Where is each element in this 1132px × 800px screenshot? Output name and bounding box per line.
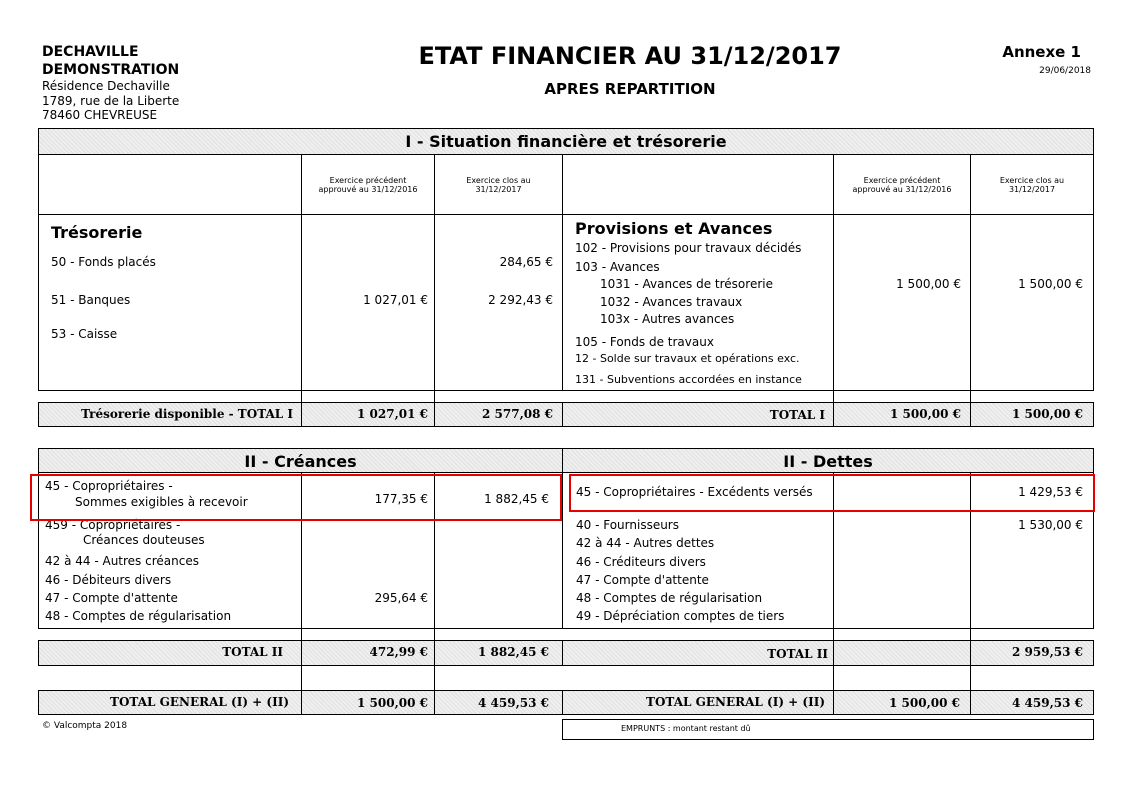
company-address-3: 78460 CHEVREUSE <box>42 108 158 122</box>
provisions-label: 131 - Subventions accordées en instance <box>575 373 802 386</box>
col-prev-header-right: Exercice précédent approuvé au 31/12/2016 <box>852 176 952 194</box>
divider <box>562 640 563 666</box>
tresorerie-label: 51 - Banques <box>51 293 131 307</box>
total-general-left-label: TOTAL GENERAL (I) + (II) <box>110 695 289 709</box>
creance-label: 48 - Comptes de régularisation <box>45 609 232 623</box>
provisions-label: 103x - Autres avances <box>600 312 735 326</box>
divider <box>434 640 435 666</box>
divider <box>970 629 971 640</box>
total2-left-cur: 1 882,45 € <box>478 645 549 659</box>
total1-left-prev: 1 027,01 € <box>357 407 428 421</box>
creance-label: 45 - Copropriétaires - <box>45 479 173 493</box>
creance-cur: 1 882,45 € <box>484 492 549 506</box>
col-prev-header-left: Exercice précédent approuvé au 31/12/2016 <box>318 176 418 194</box>
divider <box>434 690 435 715</box>
copyright: © Valcompta 2018 <box>42 721 128 731</box>
total1-right-prev: 1 500,00 € <box>890 407 961 421</box>
section1-title: I - Situation financière et trésorerie <box>405 132 727 151</box>
highlight-dettes-45 <box>569 474 1095 512</box>
total2-right-label: TOTAL II <box>767 647 828 661</box>
creance-label: Créances douteuses <box>83 533 205 547</box>
creance-label: 459 - Copropriétaires - <box>45 518 181 532</box>
creances-title: II - Créances <box>244 452 357 471</box>
creance-label: 42 à 44 - Autres créances <box>45 554 199 568</box>
dettes-title: II - Dettes <box>783 452 873 471</box>
total2-right-cur: 2 959,53 € <box>1012 645 1083 659</box>
divider <box>434 666 435 690</box>
tresorerie-cur: 284,65 € <box>499 255 553 269</box>
page-title: ETAT FINANCIER AU 31/12/2017 <box>418 42 842 70</box>
creance-prev: 177,35 € <box>374 492 428 506</box>
total1-left-cur: 2 577,08 € <box>482 407 553 421</box>
dette-label: 46 - Créditeurs divers <box>576 555 706 569</box>
company-address-1: Résidence Dechaville <box>42 79 170 93</box>
creance-label: 46 - Débiteurs divers <box>45 573 172 587</box>
dette-label: 49 - Dépréciation comptes de tiers <box>576 609 785 623</box>
tresorerie-heading: Trésorerie <box>51 223 143 242</box>
divider <box>970 666 971 690</box>
total-general-right-prev: 1 500,00 € <box>889 696 960 710</box>
annexe-label: Annexe 1 <box>1002 43 1081 61</box>
divider <box>301 629 302 640</box>
total1-left-label: Trésorerie disponible - TOTAL I <box>81 407 293 421</box>
company-name-1: DECHAVILLE <box>42 44 139 60</box>
section1-title-bar <box>38 128 1094 155</box>
divider <box>562 402 563 427</box>
divider <box>970 391 971 402</box>
divider <box>38 214 1094 215</box>
col-cur-header-right: Exercice clos au 31/12/2017 <box>999 176 1065 194</box>
dette-label: 45 - Copropriétaires - Excédents versés <box>576 485 813 499</box>
divider <box>562 154 563 391</box>
emprunts-label: EMPRUNTS : montant restant dû <box>621 724 751 733</box>
provisions-label: 1031 - Avances de trésorerie <box>600 277 773 291</box>
tresorerie-label: 53 - Caisse <box>51 327 118 341</box>
provisions-heading: Provisions et Avances <box>575 219 773 238</box>
page-subtitle: APRES REPARTITION <box>544 80 716 98</box>
total2-left-prev: 472,99 € <box>369 645 428 659</box>
print-date: 29/06/2018 <box>1039 66 1091 76</box>
dette-cur: 1 530,00 € <box>1018 518 1083 532</box>
col-cur-header-left: Exercice clos au 31/12/2017 <box>466 176 531 194</box>
provisions-label: 105 - Fonds de travaux <box>575 335 714 349</box>
dettes-title-bar <box>562 448 1094 473</box>
dette-label: 48 - Comptes de régularisation <box>576 591 763 605</box>
provisions-label: 102 - Provisions pour travaux décidés <box>575 241 802 255</box>
total-general-left-prev: 1 500,00 € <box>357 696 428 710</box>
emprunts-box <box>562 719 1094 740</box>
total1-right-label: TOTAL I <box>769 408 825 422</box>
creance-prev: 295,64 € <box>374 591 428 605</box>
dette-cur: 1 429,53 € <box>1018 485 1083 499</box>
dette-label: 40 - Fournisseurs <box>576 518 679 532</box>
provisions-label: 103 - Avances <box>575 260 660 274</box>
divider <box>301 391 302 402</box>
company-address-2: 1789, rue de la Liberte <box>42 94 180 108</box>
divider <box>833 391 834 402</box>
highlight-creances-45 <box>30 474 562 521</box>
provisions-label: 1032 - Avances travaux <box>600 295 743 309</box>
divider <box>833 640 834 666</box>
dette-label: 47 - Compte d'attente <box>576 573 709 587</box>
divider <box>562 690 563 715</box>
divider <box>434 402 435 427</box>
divider <box>434 629 435 640</box>
divider <box>562 472 563 629</box>
tresorerie-prev: 1 027,01 € <box>363 293 428 307</box>
creances-title-bar <box>38 448 563 473</box>
provisions-label: 12 - Solde sur travaux et opérations exc. <box>575 352 800 365</box>
divider <box>833 629 834 640</box>
divider <box>434 391 435 402</box>
tresorerie-label: 50 - Fonds placés <box>51 255 156 269</box>
total-general-right-label: TOTAL GENERAL (I) + (II) <box>646 695 825 709</box>
creance-label: Sommes exigibles à recevoir <box>75 495 248 509</box>
divider <box>833 666 834 690</box>
total1-right-cur: 1 500,00 € <box>1012 407 1083 421</box>
divider <box>301 666 302 690</box>
creance-label: 47 - Compte d'attente <box>45 591 178 605</box>
company-name-2: DEMONSTRATION <box>42 62 180 78</box>
tresorerie-cur: 2 292,43 € <box>488 293 553 307</box>
total-general-left-cur: 4 459,53 € <box>478 696 549 710</box>
total2-left-label: TOTAL II <box>222 645 283 659</box>
provisions-prev: 1 500,00 € <box>896 277 961 291</box>
total-general-right-cur: 4 459,53 € <box>1012 696 1083 710</box>
dette-label: 42 à 44 - Autres dettes <box>576 536 715 550</box>
provisions-cur: 1 500,00 € <box>1018 277 1083 291</box>
